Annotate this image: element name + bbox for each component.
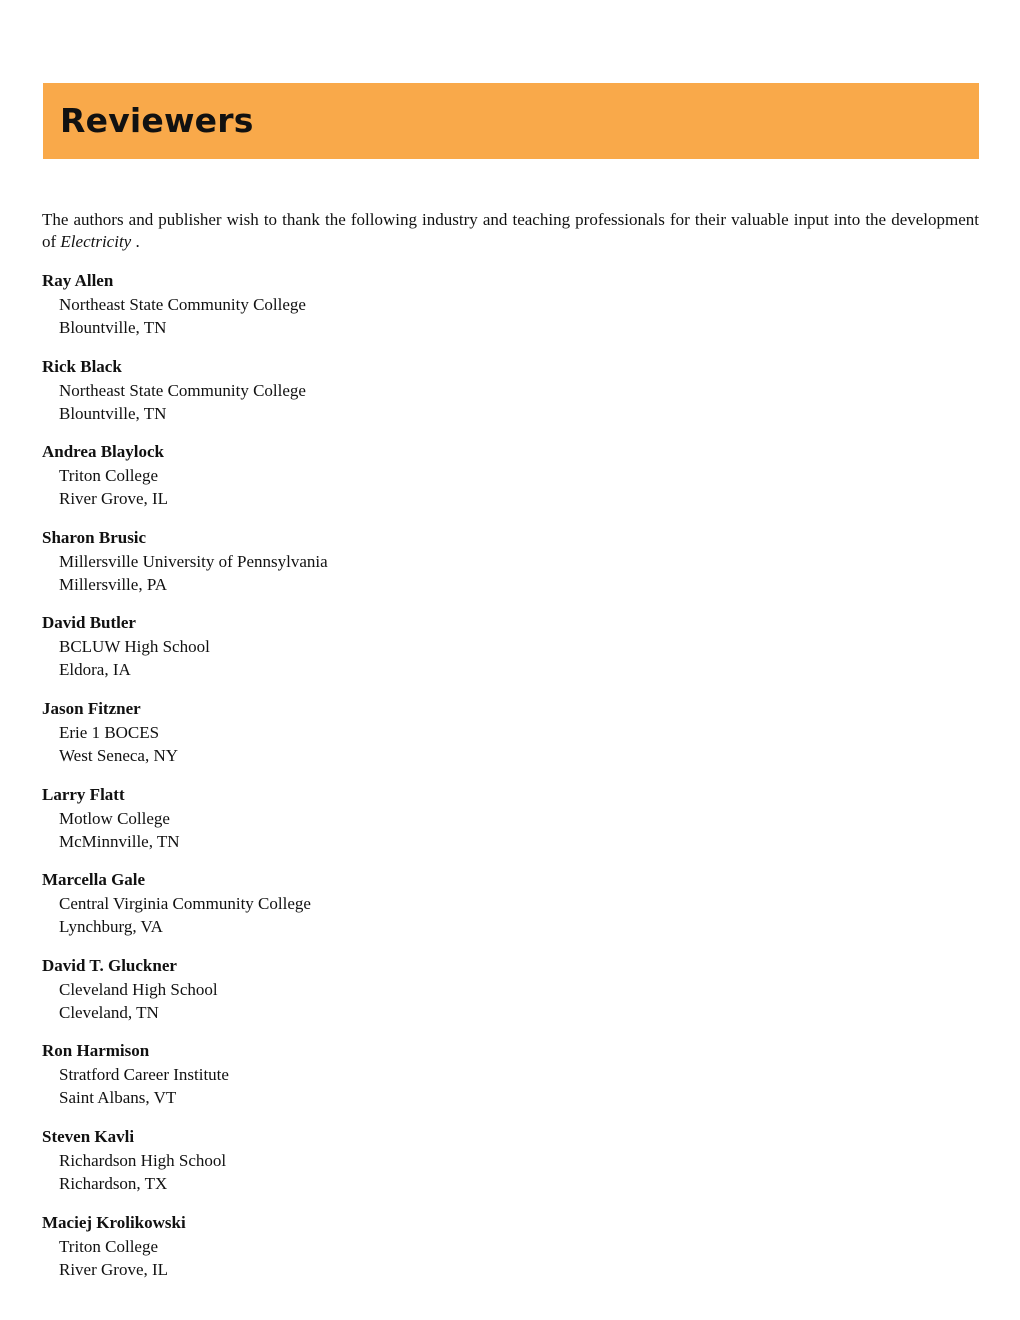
- reviewer-entry: [42, 868, 942, 954]
- reviewer-name: Larry Flatt: [42, 784, 125, 804]
- reviewer-location: West Seneca, NY: [59, 745, 179, 765]
- reviewer-list: [42, 269, 942, 1296]
- reviewer-location: Blountville, TN: [59, 318, 167, 337]
- reviewer-institution: Richardson High School: [59, 1150, 227, 1170]
- reviewer-institution: Erie 1 BOCES: [59, 722, 160, 742]
- reviewer-location: Saint Albans, VT: [59, 1088, 177, 1108]
- reviewer-entry: [42, 954, 942, 1040]
- reviewer-name: Rick Black: [42, 356, 122, 376]
- page-title: Reviewers: [60, 101, 254, 140]
- reviewer-name: Maciej Krolikowski: [42, 1212, 186, 1232]
- reviewer-entry: [42, 783, 942, 869]
- reviewer-name: Andrea Blaylock: [42, 442, 165, 462]
- book-title: Electricity: [60, 232, 132, 251]
- reviewer-institution: Cleveland High School: [59, 979, 218, 999]
- reviewer-location: Cleveland, TN: [59, 1002, 159, 1022]
- reviewer-location: Millersville, PA: [59, 574, 167, 594]
- reviewer-institution: Triton College: [59, 466, 159, 486]
- reviewer-name: Steven Kavli: [42, 1126, 135, 1146]
- reviewer-name: David T. Gluckner: [42, 955, 177, 975]
- reviewer-institution: BCLUW High School: [59, 637, 210, 657]
- reviewer-entry: [42, 1125, 942, 1211]
- reviewer-name: Jason Fitzner: [42, 698, 141, 718]
- reviewer-entry: [42, 269, 942, 355]
- intro-text-end: .: [131, 232, 140, 251]
- reviewer-entry: [42, 526, 942, 612]
- intro-paragraph: [42, 209, 979, 253]
- reviewer-name: Ray Allen: [42, 271, 114, 290]
- reviewer-name: Sharon Brusic: [42, 527, 147, 547]
- reviewer-institution: Northeast State Community College: [59, 380, 306, 400]
- reviewer-location: River Grove, IL: [59, 1259, 169, 1279]
- reviewer-institution: Northeast State Community College: [59, 295, 306, 314]
- reviewer-institution: Motlow College: [59, 808, 170, 828]
- reviewer-entry: [42, 440, 942, 526]
- reviewer-name: David Butler: [42, 613, 136, 633]
- reviewer-entry: [42, 697, 942, 783]
- reviewer-entry: [42, 1211, 942, 1297]
- reviewer-institution: Triton College: [59, 1236, 159, 1256]
- reviewer-location: Eldora, IA: [59, 660, 131, 680]
- reviewer-name: Ron Harmison: [42, 1041, 150, 1061]
- reviewer-name: Marcella Gale: [42, 870, 146, 890]
- reviewer-location: Richardson, TX: [59, 1173, 168, 1193]
- reviewers-banner: [43, 83, 979, 159]
- reviewer-location: McMinnville, TN: [59, 831, 180, 851]
- reviewer-entry: [42, 1039, 942, 1125]
- reviewer-location: Lynchburg, VA: [59, 917, 163, 937]
- intro-text: The authors and publisher wish to thank the following industry and teaching professionals for their valuable input into the development of: [42, 210, 979, 251]
- reviewer-location: River Grove, IL: [59, 489, 169, 509]
- reviewer-institution: Millersville University of Pennsylvania: [59, 551, 328, 571]
- reviewer-entry: [42, 355, 942, 441]
- reviewer-location: Blountville, TN: [59, 403, 167, 423]
- reviewer-institution: Central Virginia Community College: [59, 894, 311, 914]
- reviewer-entry: [42, 611, 942, 697]
- reviewer-institution: Stratford Career Institute: [59, 1065, 229, 1085]
